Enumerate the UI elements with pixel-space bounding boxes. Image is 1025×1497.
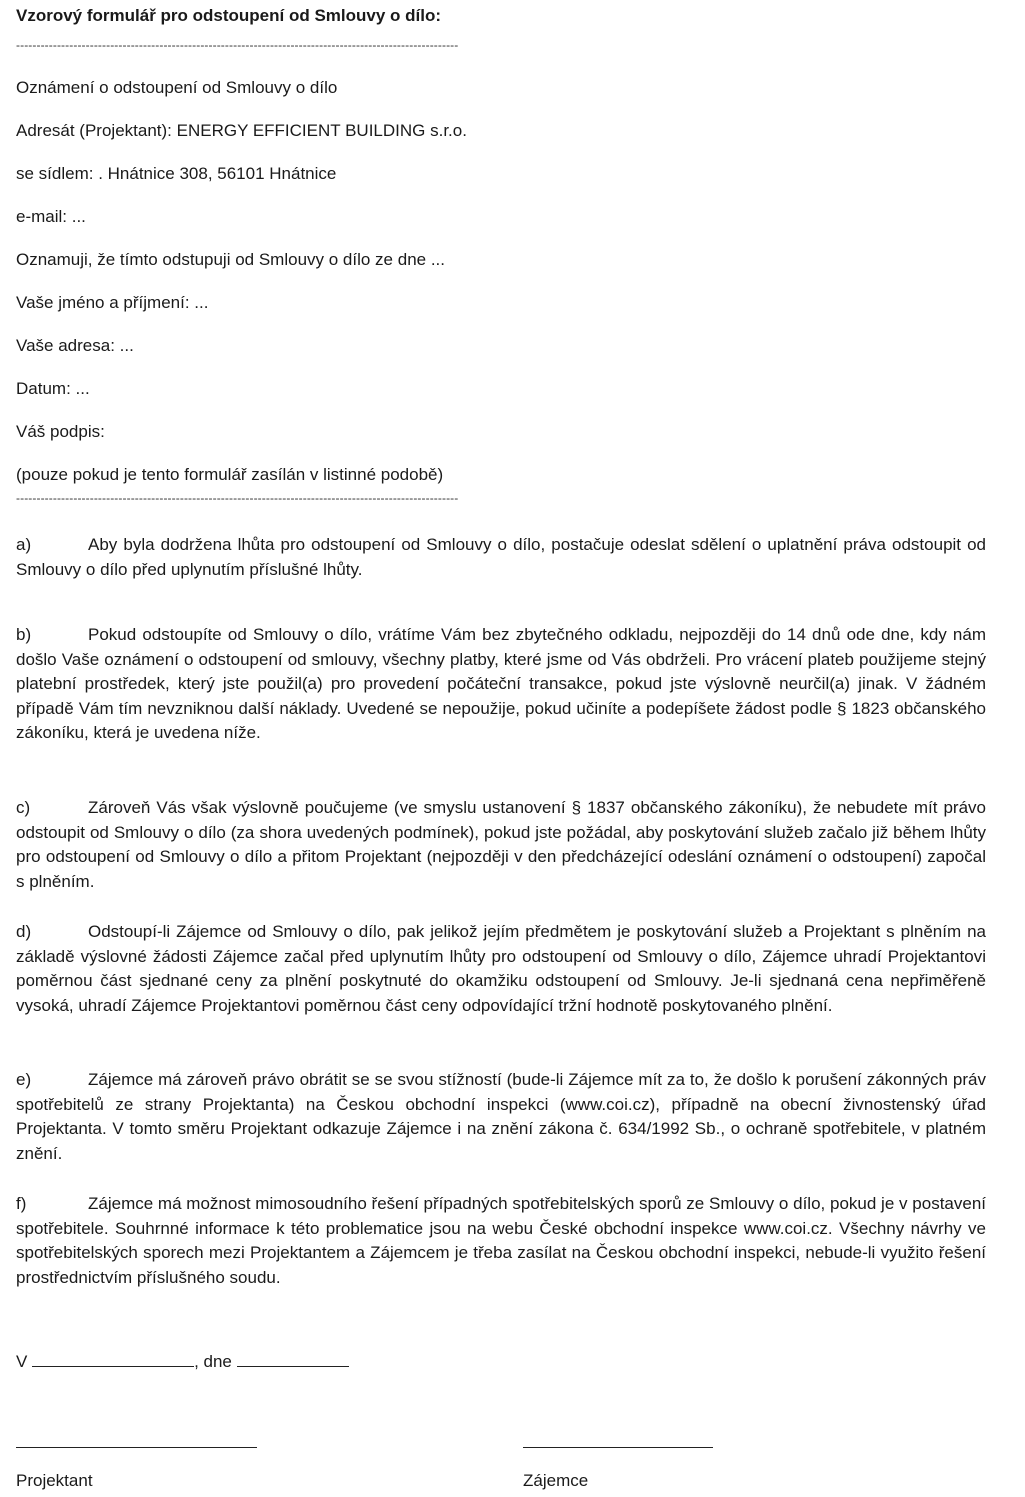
paragraph-text: Pokud odstoupíte od Smlouvy o dílo, vrátíme Vám bez zbytečného odkladu, nejpozději do 14 dnů ode dne, kdy nám došlo Vaše oznámení o odstoupení od smlouvy, všechny platby, které jsme od Vás obdrželi. Pro vrácení plateb použijeme stejný platební prostředek, který jste použil(a) pro provedení počáteční transakce, pokud jste výslovně neurčil(a) jinak. V žádném případě Vám tím nevzniknou další náklady. Uvedené se nepoužije, pokud učiníte a podepíšete žádost podle § 1823 občanského zákoníku, která je uvedena níže. (16, 625, 986, 742)
form-line-note: (pouze pokud je tento formulář zasílán v listinné podobě) (16, 465, 444, 484)
paragraph-label: b) (16, 625, 32, 644)
paragraph-label: e) (16, 1070, 32, 1089)
paragraph-text: Aby byla dodržena lhůta pro odstoupení od Smlouvy o dílo, postačuje odeslat sdělení o uplatnění práva odstoupit od Smlouvy o dílo před uplynutím příslušné lhůty. (16, 535, 986, 579)
form-line-name: Vaše jméno a příjmení: ... (16, 293, 209, 312)
paragraph-text: Zájemce má zároveň právo obrátit se se svou stížností (bude-li Zájemce mít za to, že došlo k porušení zákonných práv spotřebitelů ze strany Projektanta) na Českou obchodní inspekci (www.coi.cz), případně na obecní živnostenský úřad Projektanta. V tomto směru Projektant odkazuje Zájemce i na znění zákona č. 634/1992 Sb., o ochraně spotřebitele, v platném znění. (16, 1070, 986, 1163)
form-line-notice: Oznamuji, že tímto odstupuji od Smlouvy o dílo ze dne ... (16, 250, 445, 269)
place-prefix: V (16, 1352, 28, 1371)
form-line-heading: Oznámení o odstoupení od Smlouvy o dílo (16, 78, 338, 97)
form-line-date: Datum: ... (16, 379, 90, 398)
place-blank[interactable] (32, 1348, 194, 1367)
paragraph-d (16, 920, 986, 1018)
paragraph-label: a) (16, 535, 32, 554)
signature-label-projektant: Projektant (16, 1471, 93, 1490)
form-line-addressee: Adresát (Projektant): ENERGY EFFICIENT BUILDING s.r.o. (16, 121, 467, 140)
place-date-line (16, 1348, 349, 1372)
paragraph-f (16, 1192, 986, 1290)
paragraph-label: f) (16, 1194, 27, 1213)
paragraph-label: d) (16, 922, 32, 941)
paragraph-label: c) (16, 798, 31, 817)
form-line-address: Vaše adresa: ... (16, 336, 134, 355)
date-blank[interactable] (237, 1348, 349, 1367)
document-title: Vzorový formulář pro odstoupení od Smlouvy o dílo: (16, 6, 442, 25)
paragraph-e (16, 1068, 986, 1166)
form-line-seat: se sídlem: . Hnátnice 308, 56101 Hnátnice (16, 164, 337, 183)
paragraph-c (16, 796, 986, 894)
paragraph-text: Zájemce má možnost mimosoudního řešení případných spotřebitelských sporů ze Smlouvy o dílo, pokud je v postavení spotřebitele. Souhrnné informace k této problematice jsou na webu České obchodní inspekce www.coi.cz. Všechny návrhy ve spotřebitelských sporech mezi Projektantem a Zájemcem je třeba zasílat na Českou obchodní inspekci, nebude-li využito řešení prostřednictvím příslušného soudu. (16, 1194, 986, 1287)
form-line-signature: Váš podpis: (16, 422, 105, 441)
paragraph-a (16, 533, 986, 582)
date-prefix: , dne (194, 1352, 232, 1371)
form-line-email: e-mail: ... (16, 207, 86, 226)
paragraph-b (16, 623, 986, 746)
signature-line-projektant[interactable] (16, 1447, 257, 1448)
signature-line-zajemce[interactable] (523, 1447, 713, 1448)
paragraph-text: Odstoupí-li Zájemce od Smlouvy o dílo, pak jelikož jejím předmětem je poskytování služeb a Projektant s plněním na základě výslovné žádosti Zájemce začal před uplynutím lhůty pro odstoupení od Smlouvy o dílo, Zájemce uhradí Projektantovi poměrnou část sjednané ceny za plnění poskytnuté do okamžiku odstoupení od Smlouvy. Je-li sjednaná cena nepřiměřeně vysoká, uhradí Zájemce Projektantovi poměrnou část ceny odpovídající tržní hodnotě poskytovaného plnění. (16, 922, 986, 1015)
separator-bottom: ------------------------------------------------------------------------------------------------------------ (16, 491, 459, 505)
paragraph-text: Zároveň Vás však výslovně poučujeme (ve smyslu ustanovení § 1837 občanského zákoníku), že nebudete mít právo odstoupit od Smlouvy o dílo (za shora uvedených podmínek), pokud jste požádal, aby poskytování služeb začalo již během lhůty pro odstoupení od Smlouvy o dílo a přitom Projektant (nejpozději v den předcházející odeslání oznámení o odstoupení) započal s plněním. (16, 798, 986, 891)
signature-label-zajemce: Zájemce (523, 1471, 589, 1490)
separator-top: ------------------------------------------------------------------------------------------------------------ (16, 38, 459, 52)
